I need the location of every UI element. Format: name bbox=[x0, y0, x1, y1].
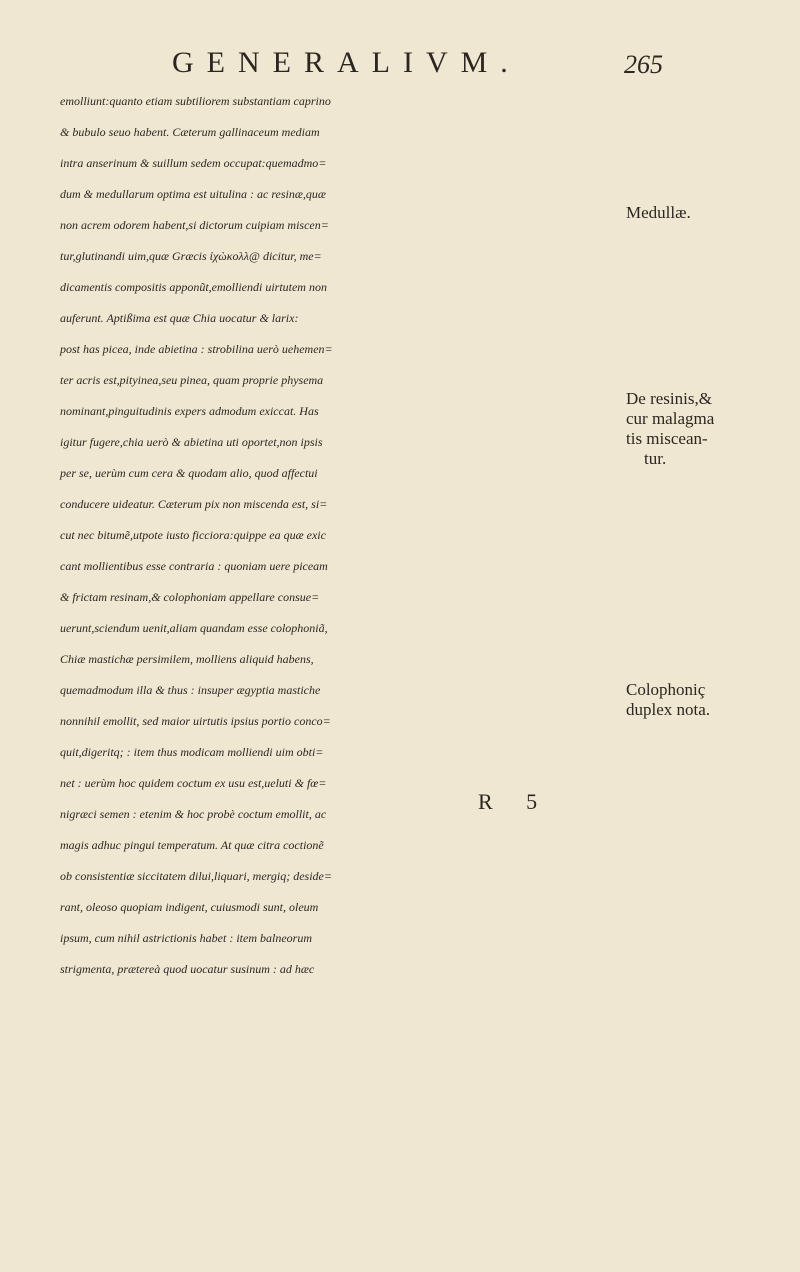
text-line: ter acris est,pityinea,seu pinea, quam proprie physema bbox=[60, 373, 324, 387]
text-line: cant mollientibus esse contraria : quoniam uere piceam bbox=[60, 559, 328, 573]
text-line: net : uerùm hoc quidem coctum ex usu est,ueluti & fœ= bbox=[60, 776, 327, 790]
text-line: quit,digeritq; : item thus modicam molliendi uim obti= bbox=[60, 745, 324, 759]
text-line: magis adhuc pingui temperatum. At quæ citra coctionẽ bbox=[60, 838, 324, 852]
margin-note-line: cur malagma bbox=[626, 409, 715, 428]
page-number: 265 bbox=[624, 50, 663, 79]
text-line: & bubulo seuo habent. Cæterum gallinaceum mediam bbox=[60, 125, 320, 139]
text-line: rant, oleoso quopiam indigent, cuiusmodi sunt, oleum bbox=[60, 900, 319, 914]
margin-note-colophony bbox=[626, 680, 710, 720]
margin-note-line: duplex nota. bbox=[626, 700, 711, 719]
running-header: GENERALIVM. bbox=[172, 46, 521, 79]
text-line: emolliunt:quanto etiam subtiliorem substantiam caprino bbox=[60, 94, 331, 108]
text-line: dicamentis compositis apponũt,emolliendi uirtutem non bbox=[60, 280, 327, 294]
text-line: nonnihil emollit, sed maior uirtutis ipsius portio conco= bbox=[60, 714, 331, 728]
text-line: quemadmodum illa & thus : insuper ægyptia mastiche bbox=[60, 683, 321, 697]
text-line: post has picea, inde abietina : strobilina uerò uehemen= bbox=[60, 342, 333, 356]
text-line: conducere uideatur. Cæterum pix non miscenda est, si= bbox=[60, 497, 328, 511]
text-line: ipsum, cum nihil astrictionis habet : item balneorum bbox=[60, 931, 312, 945]
text-line: strigmenta, prætereà quod uocatur susinum : ad hæc bbox=[60, 962, 315, 976]
margin-note-line: tis miscean- bbox=[626, 429, 708, 448]
body-text bbox=[60, 86, 620, 985]
text-line: uerunt,sciendum uenit,aliam quandam esse colophoniã, bbox=[60, 621, 328, 635]
signature-mark: R 5 bbox=[478, 789, 552, 814]
text-line: & frictam resinam,& colophoniam appellare consue= bbox=[60, 590, 320, 604]
text-line: tur,glutinandi uim,quæ Græcis ἰχὼκολλ@ dicitur, me= bbox=[60, 249, 322, 263]
text-line: nominant,pinguitudinis expers admodum exiccat. Has bbox=[60, 404, 319, 418]
margin-note-line: Medullæ. bbox=[626, 203, 691, 222]
text-line: auferunt. Aptißima est quæ Chia uocatur & larix: bbox=[60, 311, 299, 325]
margin-note-medullae bbox=[626, 203, 691, 223]
text-line: cut nec bitumẽ,utpote iusto ficciora:quippe ea quæ exic bbox=[60, 528, 326, 542]
text-line: Chiæ mastichæ persimilem, molliens aliquid habens, bbox=[60, 652, 314, 666]
text-line: ob consistentiæ siccitatem dilui,liquari, mergiq; deside= bbox=[60, 869, 332, 883]
text-line: dum & medullarum optima est uitulina : ac resinæ,quæ bbox=[60, 187, 326, 201]
text-line: nigræci semen : etenim & hoc probè coctum emollit, ac bbox=[60, 807, 327, 821]
margin-note-line: De resinis,& bbox=[626, 389, 712, 408]
text-line: intra anserinum & suillum sedem occupat:quemadmo= bbox=[60, 156, 327, 170]
text-line: igitur fugere,chia uerò & abietina uti oportet,non ipsis bbox=[60, 435, 323, 449]
margin-note-line: tur. bbox=[644, 449, 667, 468]
margin-note-line: Colophoniç bbox=[626, 680, 706, 699]
margin-note-resins bbox=[626, 389, 714, 469]
text-line: per se, uerùm cum cera & quodam alio, quod affectui bbox=[60, 466, 318, 480]
text-line: non acrem odorem habent,si dictorum cuipiam miscen= bbox=[60, 218, 329, 232]
